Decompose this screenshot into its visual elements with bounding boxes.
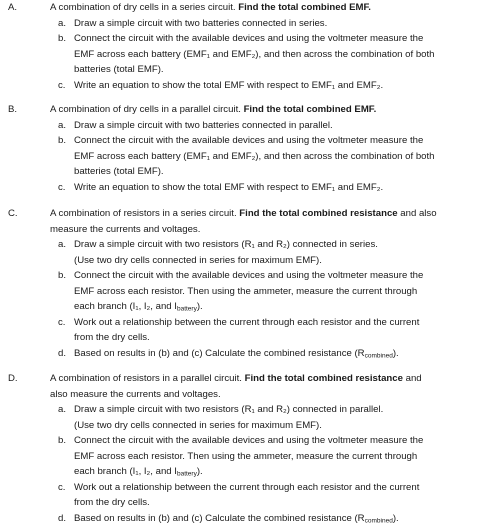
task-item: a. Draw a simple circuit with two batteries connected in series. (58, 17, 328, 29)
section-letter: A. (8, 2, 18, 13)
task-item: d. Based on results in (b) and (c) Calculate the combined resistance $(R_{combined})$. (58, 347, 399, 359)
task-item: a. Draw a simple circuit with two batteries connected in parallel. (58, 119, 333, 131)
section-letter: D. (8, 373, 18, 384)
task-list (50, 402, 482, 526)
task-item: c. Work out a relationship between the current through each resistor and the current from the dry cells. (58, 316, 420, 343)
task-item: a. Draw a simple circuit with two resistors (R₁ and R₂) connected in series. (Use two dry cells connected in series for maximum EMF). (58, 239, 378, 266)
task-item: b. Connect the circuit with the available devices and using the voltmeter measure the EMF across each resistor. Then using the ammeter, measure the current through each branch (I₁, I₂, and $I_{battery}$). (58, 270, 424, 313)
task-item: b. Connect the circuit with the available devices and using the voltmeter measure the EMF across each battery (EMF₁ and EMF₂), and then across the combination of both batteries (total EMF). (58, 33, 435, 75)
task-item: b. Connect the circuit with the available devices and using the voltmeter measure the EMF across each resistor. Then using the ammeter, measure the current through each branch (I₁, I₂, and $I_{battery}$). (58, 435, 424, 478)
section-intro: A combination of dry cells in a parallel circuit. Find the total combined EMF. (50, 104, 377, 115)
section-body (50, 206, 482, 361)
section-intro: A combination of dry cells in a series circuit. Find the total combined EMF. (50, 2, 371, 13)
task-list (50, 237, 482, 361)
task-list (50, 16, 482, 94)
section-body (50, 0, 482, 93)
task-item: b. Connect the circuit with the available devices and using the voltmeter measure the EMF across each battery (EMF₁ and EMF₂), and then across the combination of both batteries (total EMF). (58, 135, 435, 177)
task-item: c. Write an equation to show the total EMF with respect to EMF₁ and EMF₂. (58, 181, 384, 193)
section-body (50, 102, 482, 195)
task-item: c. Write an equation to show the total EMF with respect to EMF₁ and EMF₂. (58, 79, 384, 91)
section-letter: C. (8, 208, 18, 219)
section-body (50, 371, 482, 526)
section-intro: A combination of resistors in a series circuit. Find the total combined resistance and also measure the currents and voltages. (50, 208, 437, 235)
task-list (50, 118, 482, 196)
task-item: d. Based on results in (b) and (c) Calculate the combined resistance $(R_{combined})$. (58, 512, 399, 524)
section-intro: A combination of resistors in a parallel circuit. Find the total combined resistance and also measure the currents and voltages. (50, 373, 422, 400)
task-item: c. Work out a relationship between the current through each resistor and the current from the dry cells. (58, 481, 420, 508)
section-letter: B. (8, 104, 18, 115)
task-item: a. Draw a simple circuit with two resistors (R₁ and R₂) connected in parallel. (Use two dry cells connected in series for maximum EMF). (58, 404, 384, 431)
